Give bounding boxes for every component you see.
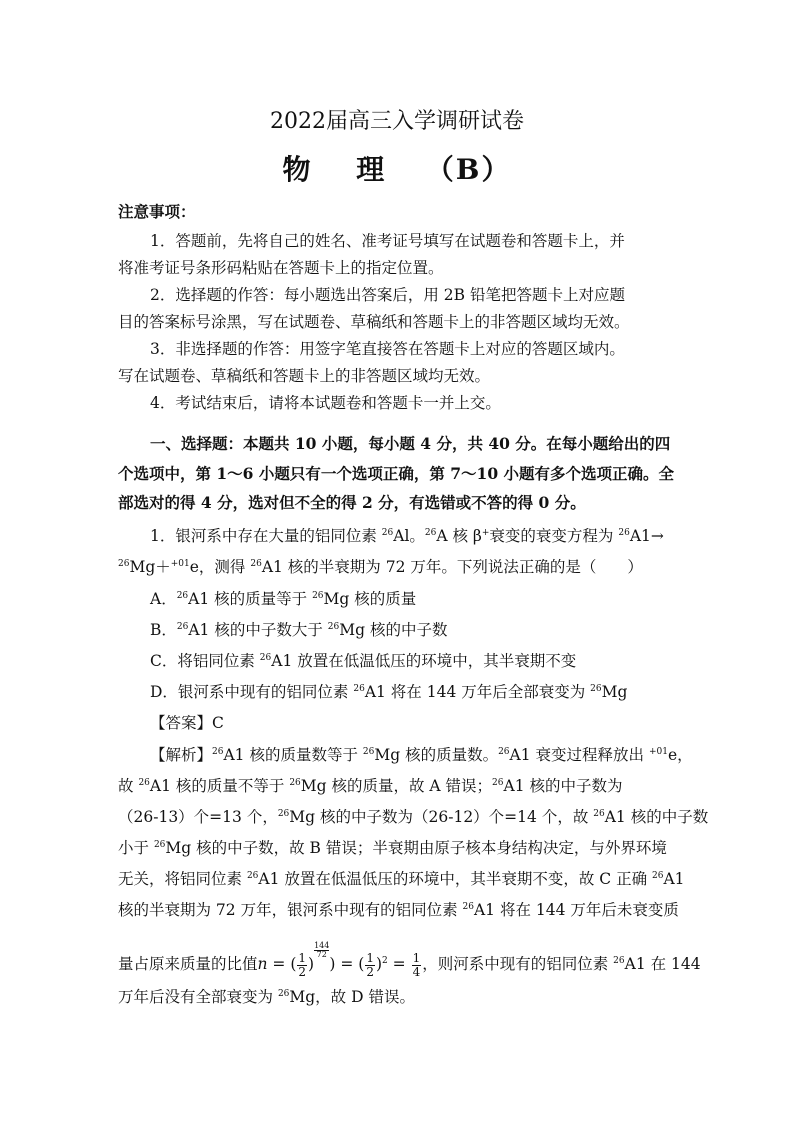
notice-item-2-cont: 目的答案标号涂黑，写在试题卷、草稿纸和答题卡上的非答题区域均无效。: [118, 313, 630, 331]
section-heading: 一、选择题：本题共 10 小题，每小题 4 分，共 40 分。在每小题给出的四: [150, 434, 671, 453]
exam-title: 2022届高三入学调研试卷: [270, 109, 524, 134]
section-heading-cont-1: 个选项中，第 1～6 小题只有一个选项正确，第 7～10 小题有多个选项正确。全: [118, 464, 675, 483]
subject-name: 物 理: [282, 153, 403, 186]
section-heading-cont-2: 部选对的得 4 分，选对但不全的得 2 分，有选错或不答的得 0 分。: [118, 493, 586, 512]
option-a: A．$^{26}$A1 核的质量等于 $^{26}$Mg 核的质量: [150, 590, 417, 608]
analysis-line-1: 【解析】$^{26}$A1 核的质量数等于 $^{26}$Mg 核的质量数。$^{26}$A1 衰变过程释放出 $^{+01}$e，: [150, 746, 693, 764]
analysis-line-6: 核的半衰期为 72 万年，银河系中现有的铝同位素 $^{26}$A1 将在 144 万年后未衰变质: [118, 901, 679, 919]
analysis-line-3: （26-13）个=13 个，$^{26}$Mg 核的中子数为（26-12）个=14 个，故 $^{26}$A1 核的中子数: [118, 808, 709, 826]
question-stem-cont: $^{26}$Mg＋$^{+01}$e，测得 $^{26}$A1 核的半衰期为 72 万年。下列说法正确的是（ ）: [118, 558, 643, 576]
fraction-half-2: $\frac{1}{2}$: [366, 950, 374, 979]
equation: n = ( $\frac{1}{2}$ ) $\frac{144}{72}$ ) = ( $\frac{1}{2}$ )$^2$ = $\frac{1}{4}$: [257, 941, 421, 979]
option-b: B．$^{26}$A1 核的中子数大于 $^{26}$Mg 核的中子数: [150, 621, 448, 639]
notice-heading: 注意事项：: [118, 202, 196, 221]
exponent-fraction: $\frac{144}{72}$: [314, 941, 330, 959]
fraction-quarter: $\frac{1}{4}$: [412, 950, 421, 979]
version-label: （B）: [425, 153, 512, 186]
question-stem: 1．银河系中存在大量的铝同位素 $^{26}$Al。$^{26}$A 核 β+衰变的衰变方程为 $^{26}$A1→: [150, 527, 664, 545]
option-c: C．将铝同位素 $^{26}$A1 放置在低温低压的环境中，其半衰期不变: [150, 652, 577, 670]
answer-label: 【答案】C: [150, 714, 224, 732]
notice-item-1-cont: 将准考证号条形码粘贴在答题卡上的指定位置。: [118, 259, 444, 277]
fraction-half: $\frac{1}{2}$: [298, 950, 307, 979]
analysis-line-2: 故 $^{26}$A1 核的质量不等于 $^{26}$Mg 核的质量，故 A 错误；$^{26}$A1 核的中子数为: [118, 777, 623, 795]
subject-title: [0, 148, 794, 188]
notice-item-2: 2．选择题的作答：每小题选出答案后，用 2B 铅笔把答题卡上对应题: [150, 286, 625, 304]
notice-item-3-cont: 写在试题卷、草稿纸和答题卡上的非答题区域均无效。: [118, 367, 491, 385]
analysis-line-8: 万年后没有全部衰变为 $^{26}$Mg，故 D 错误。: [118, 988, 415, 1006]
analysis-line-7: 量占原来质量的比值n = ( $\frac{1}{2}$ ) $\frac{144}{72}$ ) = ( $\frac{1}{2}$ )$^2$ = $\frac{1}{4}$ ，则河系中现有的铝同位素 $^{26}$A1 在 144: [118, 941, 701, 979]
notice-item-1: 1．答题前，先将自己的姓名、准考证号填写在试题卷和答题卡上，并: [150, 232, 625, 250]
notice-item-3: 3．非选择题的作答：用签字笔直接答在答题卡上对应的答题区域内。: [150, 340, 625, 358]
analysis-line-5: 无关，将铝同位素 $^{26}$A1 放置在低温低压的环境中，其半衰期不变，故 C 正确 $^{26}$A1: [118, 870, 685, 888]
analysis-line-4: 小于 $^{26}$Mg 核的中子数，故 B 错误；半衰期由原子核本身结构决定，与外界环境: [118, 839, 667, 857]
option-d: D．银河系中现有的铝同位素 $^{26}$A1 将在 144 万年后全部衰变为 $^{26}$Mg: [150, 683, 628, 701]
notice-item-4: 4．考试结束后，请将本试题卷和答题卡一并上交。: [150, 394, 501, 412]
